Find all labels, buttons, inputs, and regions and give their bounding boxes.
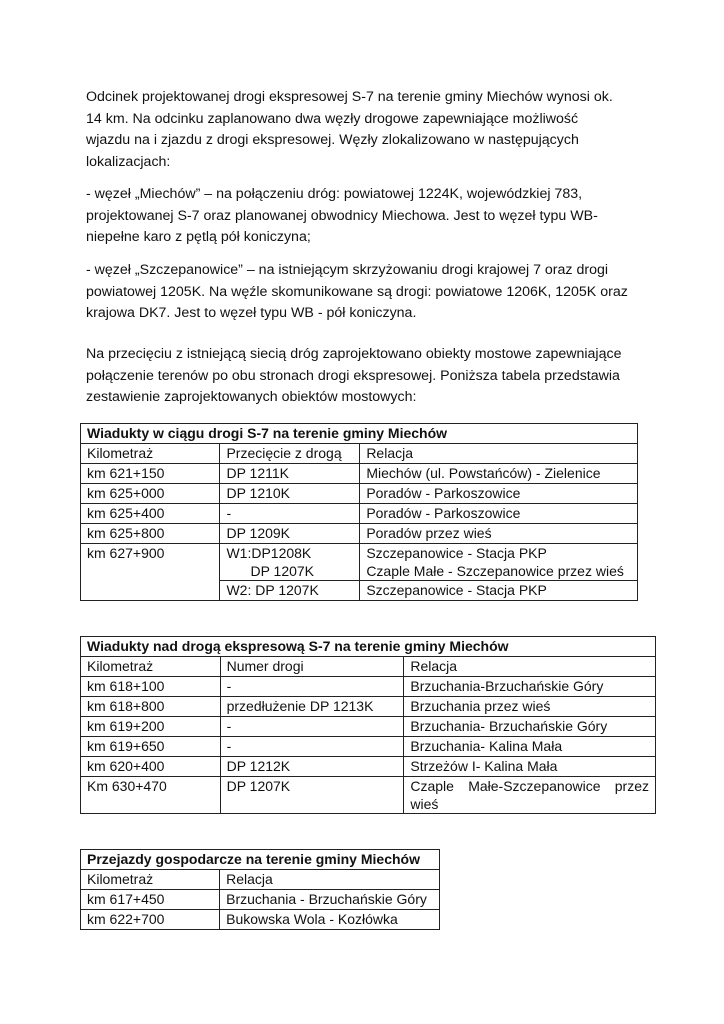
table-cell: km 621+150 (81, 464, 220, 484)
table-cell: Szczepanowice - Stacja PKP (360, 581, 638, 601)
table-cell: Miechów (ul. Powstańców) - Zielenice (360, 464, 638, 484)
column-header: Kilometraż (81, 444, 220, 464)
table-cell: W2: DP 1207K (220, 581, 360, 601)
table-title: Wiadukty w ciągu drogi S-7 na terenie gminy Miechów (81, 424, 638, 444)
table-cell: km 619+200 (81, 717, 221, 737)
table-title: Wiadukty nad drogą ekspresową S-7 na terenie gminy Miechów (81, 637, 656, 657)
cell-line: DP 1207K (250, 563, 315, 579)
table-cell: Brzuchania- Kalina Mała (404, 737, 656, 757)
table-cell: km 618+800 (81, 697, 221, 717)
table-title-row (81, 424, 638, 444)
table-cell: DP 1209K (220, 524, 360, 544)
text-line: projektowanej S-7 oraz planowanej obwodnicy Miechowa. Jest to węzeł typu WB- (86, 207, 598, 224)
table-cell: Km 630+470 (81, 777, 221, 814)
text-line: niepełne karo z pętlą pół koniczyna; (86, 229, 311, 245)
text-line: Odcinek projektowanej drogi ekspresowej S-7 na terenie gminy Miechów wynosi ok. (86, 89, 613, 105)
table-cell: Brzuchania- Brzuchańskie Góry (404, 717, 656, 737)
paragraph-intro (86, 87, 646, 173)
column-header: Kilometraż (81, 657, 221, 677)
column-header: Przecięcie z drogą (220, 444, 360, 464)
table-header-row (81, 444, 638, 464)
table-cell: km 625+400 (81, 504, 220, 524)
table-cell: Brzuchania - Brzuchańskie Góry (220, 890, 440, 910)
table-cell: km 617+450 (81, 890, 220, 910)
table-cell: Brzuchania przez wieś (404, 697, 656, 717)
text-line: połączenie terenów po obu stronach drogi ekspresowej. Poniższa tabela przedstawia (86, 367, 620, 384)
table-przejazdy-gospodarcze (80, 849, 440, 930)
table-cell: km 618+100 (81, 677, 221, 697)
table-cell: km 627+900 (81, 544, 220, 601)
table-cell (404, 777, 656, 814)
table-cell (220, 544, 360, 581)
cell-line: Szczepanowice - Stacja PKP (366, 545, 547, 561)
table-cell: DP 1210K (220, 484, 360, 504)
table-cell: DP 1211K (220, 464, 360, 484)
table-header-row (81, 870, 440, 890)
table-cell: Strzeżów I- Kalina Mała (404, 757, 656, 777)
text-line: 14 km. Na odcinku zaplanowano dwa węzły drogowe zapewniające możliwość (86, 110, 579, 127)
column-header: Relacja (360, 444, 638, 464)
table-row (81, 484, 638, 504)
text-line: - węzeł „Szczepanowice” – na istniejącym skrzyżowaniu drogi krajowej 7 oraz drogi (86, 262, 609, 278)
table-cell: km 625+000 (81, 484, 220, 504)
cell-line: Czaple Małe - Szczepanowice przez wieś (366, 563, 624, 579)
table-cell: DP 1207K (220, 777, 404, 814)
table-cell: Poradów - Parkoszowice (360, 504, 638, 524)
paragraph-wezel-miechow (86, 184, 646, 249)
table-row (81, 717, 656, 737)
table-cell: przedłużenie DP 1213K (220, 697, 404, 717)
table-cell: - (220, 504, 360, 524)
column-header: Numer drogi (220, 657, 404, 677)
table-row (81, 757, 656, 777)
table-cell: - (220, 737, 404, 757)
text-line: krajowa DK7. Jest to węzeł typu WB - pół koniczyna. (86, 305, 417, 321)
table-title: Przejazdy gospodarcze na terenie gminy Miechów (81, 850, 440, 870)
table-cell: Bukowska Wola - Kozłówka (220, 910, 440, 930)
table-wiadukty-w-ciagu (80, 423, 638, 601)
table-title-row (81, 850, 440, 870)
table-cell: km 625+800 (81, 524, 220, 544)
table-row (81, 890, 440, 910)
table-cell: km 619+650 (81, 737, 221, 757)
table-row (81, 910, 440, 930)
table-cell: - (220, 677, 404, 697)
column-header: Relacja (220, 870, 440, 890)
column-header: Relacja (404, 657, 656, 677)
cell-line: wieś (410, 796, 439, 812)
table-row (81, 504, 638, 524)
table-cell: - (220, 717, 404, 737)
text-line: wjazdu na i zjazdu z drogi ekspresowej. Węzły zlokalizowano w następujących (86, 132, 579, 148)
text-line: - węzeł „Miechów” – na połączeniu dróg: powiatowej 1224K, wojewódzkiej 783, (86, 186, 583, 202)
column-header: Kilometraż (81, 870, 220, 890)
text-line: zestawienie zaprojektowanych obiektów mostowych: (86, 389, 417, 405)
table-cell: DP 1212K (220, 757, 404, 777)
text-line: lokalizacjach: (86, 153, 171, 170)
table-row (81, 464, 638, 484)
table-row (81, 544, 638, 581)
table-row (81, 524, 638, 544)
table-cell: Brzuchania-Brzuchańskie Góry (404, 677, 656, 697)
cell-line: W1:DP1208K (226, 545, 312, 561)
table-cell (360, 544, 638, 581)
paragraph-wezel-szczepanowice (86, 260, 646, 325)
text-line: powiatowej 1205K. Na węźle skomunikowane są drogi: powiatowe 1206K, 1205K oraz (86, 283, 628, 300)
table-row (81, 737, 656, 757)
table-cell: km 622+700 (81, 910, 220, 930)
table-header-row (81, 657, 656, 677)
table-row (81, 777, 656, 814)
text-line: Na przecięciu z istniejącą siecią dróg zaprojektowano obiekty mostowe zapewniające (86, 346, 622, 362)
table-cell: Poradów - Parkoszowice (360, 484, 638, 504)
table-row (81, 697, 656, 717)
table-title-row (81, 637, 656, 657)
table-cell: km 620+400 (81, 757, 221, 777)
table-wiadukty-nad-droga (80, 636, 656, 814)
table-cell: Poradów przez wieś (360, 524, 638, 544)
cell-line: Czaple Małe-Szczepanowice przez (410, 778, 649, 794)
table-row (81, 677, 656, 697)
paragraph-obiekty-mostowe (86, 344, 646, 409)
